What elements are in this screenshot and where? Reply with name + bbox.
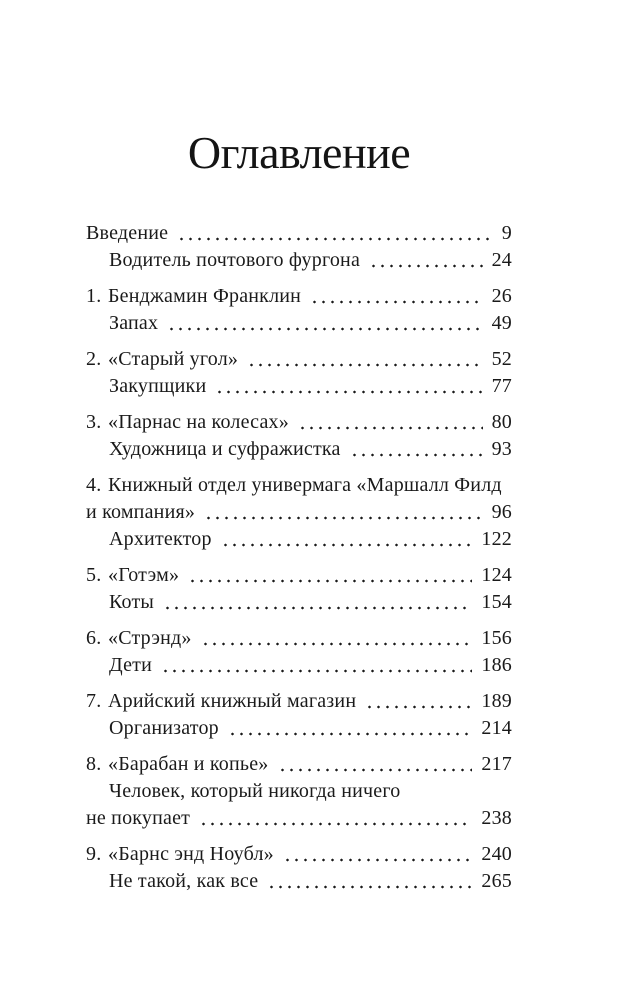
toc-entry-row [86,247,512,274]
toc-entry-row [86,751,512,778]
dot-leader [188,562,472,589]
entry-label: и компания» [86,501,196,524]
dot-leader [228,715,473,742]
page-number: 238 [481,807,512,830]
dot-leader [167,310,482,337]
toc-entry-row [86,310,512,337]
toc-entry-row [86,283,512,310]
toc-entry-row [86,220,512,247]
page-number: 265 [481,870,512,893]
entry-label: Художница и суфражистка [109,438,341,461]
page-number: 26 [491,285,512,308]
toc-entry-row [86,715,512,742]
entry-label: «Барнс энд Ноубл» [108,843,274,866]
dot-leader [221,526,473,553]
chapter-number: 4. [86,474,102,497]
toc-entry-row [86,688,512,715]
entry-label: Человек, который никогда ничего [109,780,401,803]
page-number: 214 [481,717,512,740]
dot-leader [215,373,482,400]
chapter-number: 3. [86,411,102,434]
entry-label: Запах [109,312,159,335]
toc-entry-row [86,589,512,616]
chapter-number: 2. [86,348,102,371]
toc-entry-row [86,499,512,526]
page-number: 217 [481,753,512,776]
chapter-number: 5. [86,564,102,587]
chapter-number: 6. [86,627,102,650]
dot-leader [278,751,473,778]
toc-entry-row [86,436,512,463]
entry-label: «Барабан и копье» [108,753,269,776]
chapter-number: 9. [86,843,102,866]
toc-entry-row [86,868,512,895]
dot-leader [161,652,472,679]
entry-label: Закупщики [109,375,207,398]
dot-leader [247,346,482,373]
entry-label: Не такой, как все [109,870,259,893]
entry-label: «Готэм» [108,564,180,587]
dot-leader [365,688,472,715]
page-number: 77 [491,375,512,398]
entry-label: Бенджамин Франклин [108,285,302,308]
entry-label: Коты [109,591,155,614]
entry-label: «Парнас на колесах» [108,411,289,434]
page-number: 49 [491,312,512,335]
entry-label: Архитектор [109,528,212,551]
page-number: 80 [491,411,512,434]
dot-leader [267,868,472,895]
page-number: 96 [491,501,512,524]
dot-leader [199,805,472,832]
chapter-number: 8. [86,753,102,776]
entry-label: Водитель почтового фургона [109,249,361,272]
chapter-number: 7. [86,690,102,713]
page-number: 189 [481,690,512,713]
page-number: 124 [481,564,512,587]
toc-entry-row [86,805,512,832]
entry-label: «Старый угол» [108,348,239,371]
dot-leader [204,499,483,526]
toc-entry-row [86,562,512,589]
dot-leader [350,436,483,463]
entry-label: Организатор [109,717,219,740]
entry-label: не покупает [86,807,191,830]
chapter-number: 1. [86,285,102,308]
page-number: 9 [501,222,512,245]
page-number: 93 [491,438,512,461]
entry-label: Дети [109,654,153,677]
page-number: 154 [481,591,512,614]
toc-entry-row [86,841,512,868]
page-number: 186 [481,654,512,677]
dot-leader [177,220,493,247]
dot-leader [283,841,473,868]
entry-label: Арийский книжный магазин [108,690,357,713]
page-number: 24 [491,249,512,272]
toc-entry-row [86,625,512,652]
toc-content [86,0,512,895]
entry-label: Книжный отдел универмага «Маршалл Филд [108,474,502,497]
toc-entry-row [86,778,512,805]
toc-entry-row [86,409,512,436]
entry-label: «Стрэнд» [108,627,192,650]
toc-entry-row [86,472,512,499]
toc-entry-row [86,652,512,679]
page-number: 240 [481,843,512,866]
dot-leader [201,625,473,652]
toc-entry-row [86,346,512,373]
dot-leader [163,589,472,616]
dot-leader [298,409,483,436]
page-number: 52 [491,348,512,371]
page-number: 156 [481,627,512,650]
dot-leader [369,247,483,274]
dot-leader [310,283,483,310]
toc-entry-row [86,526,512,553]
toc-entry-row [86,373,512,400]
page-number: 122 [481,528,512,551]
toc-title: Оглавление [187,127,411,178]
entry-label: Введение [86,222,169,245]
